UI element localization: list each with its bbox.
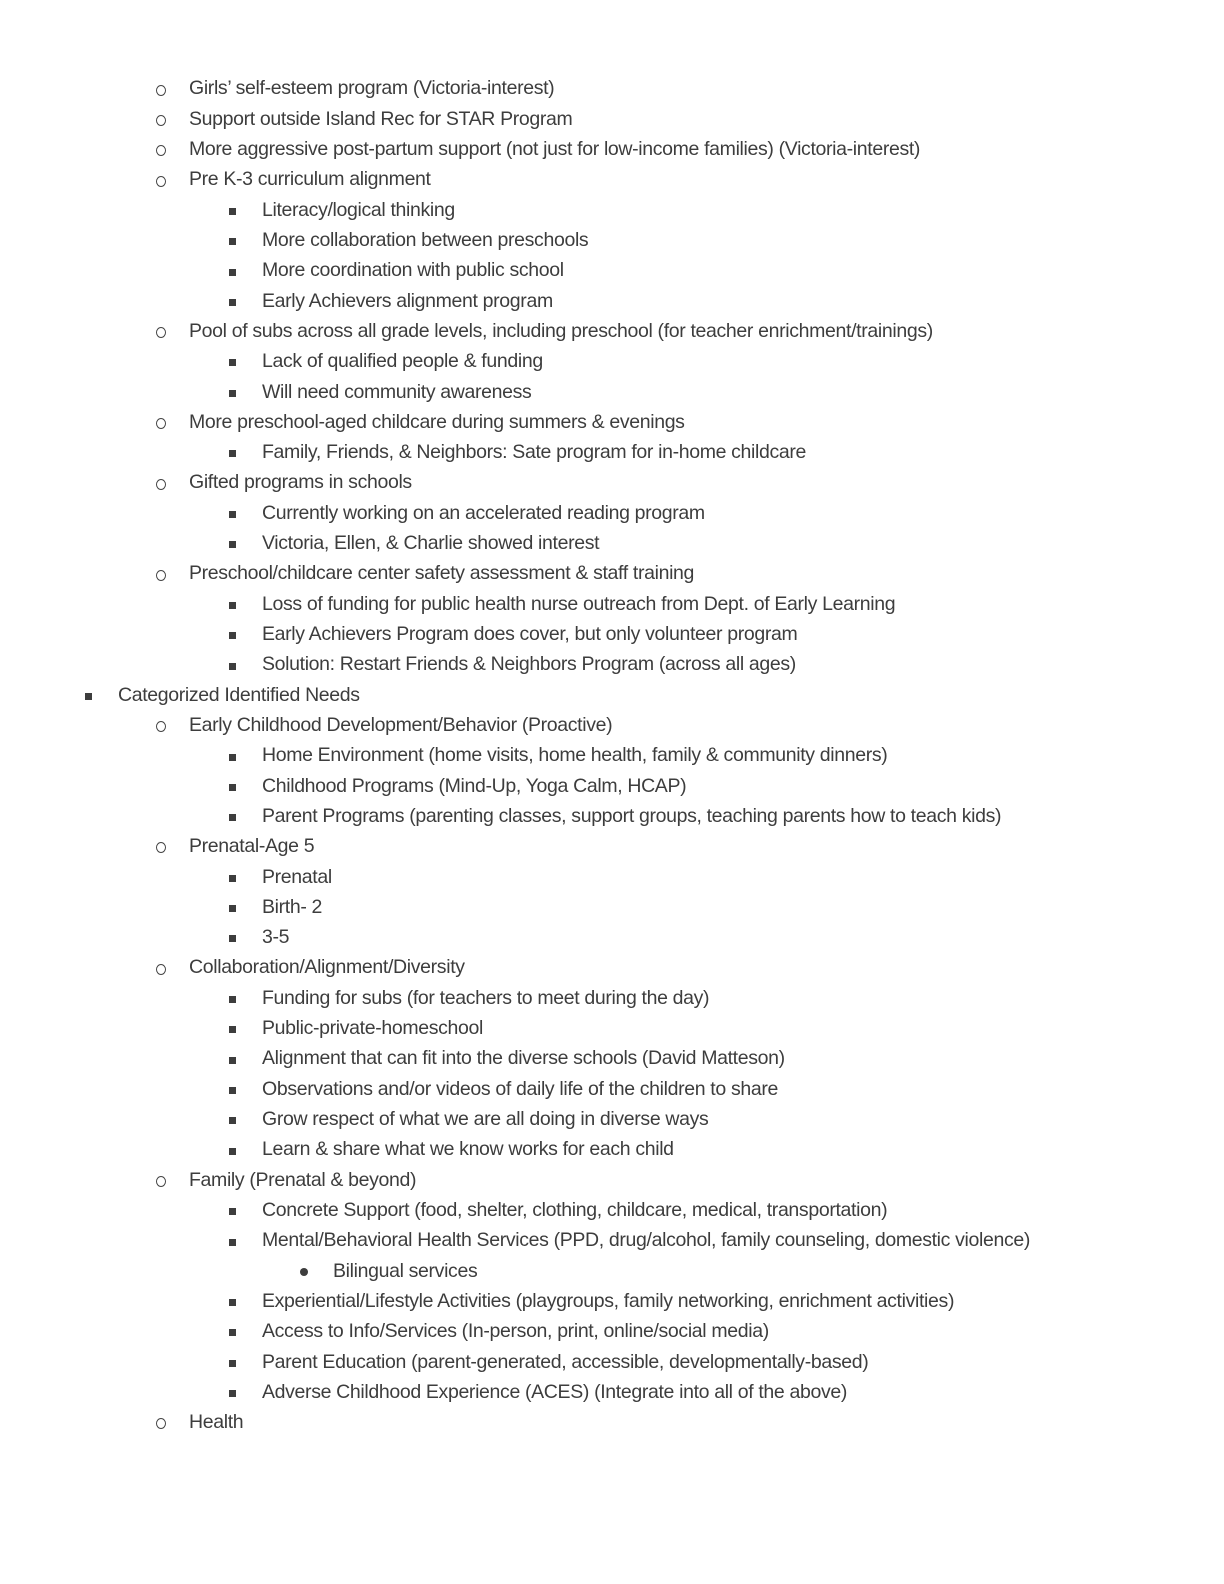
list-item	[0, 712, 1224, 742]
bullet-square-icon	[229, 1360, 236, 1367]
list-item	[0, 924, 1224, 954]
list-item-text: Prenatal	[262, 865, 332, 888]
bullet-square-icon	[229, 754, 236, 761]
list-item	[0, 1045, 1224, 1075]
list-item	[0, 530, 1224, 560]
list-item-text: Health	[189, 1411, 244, 1434]
list-item-text: Categorized Identified Needs	[118, 683, 360, 706]
list-item	[0, 772, 1224, 802]
list-item	[0, 560, 1224, 590]
bullet-square-icon	[229, 1208, 236, 1215]
bullet-circle-icon	[156, 721, 166, 732]
bullet-square-icon	[229, 1390, 236, 1397]
bullet-square-icon	[229, 299, 236, 306]
list-item-text: Learn & share what we know works for each child	[262, 1138, 674, 1161]
list-item-text: Early Achievers Program does cover, but only volunteer program	[262, 623, 798, 646]
list-item	[0, 1409, 1224, 1439]
list-item-text: Loss of funding for public health nurse outreach from Dept. of Early Learning	[262, 592, 896, 615]
list-item-text: Preschool/childcare center safety assessment & staff training	[189, 562, 695, 585]
list-item	[0, 439, 1224, 469]
bullet-square-icon	[229, 269, 236, 276]
list-item-text: More coordination with public school	[262, 259, 564, 282]
list-item	[0, 651, 1224, 681]
list-item	[0, 954, 1224, 984]
bullet-circle-icon	[156, 842, 166, 853]
list-item	[0, 105, 1224, 135]
bullet-square-icon	[229, 238, 236, 245]
list-item-text: Collaboration/Alignment/Diversity	[189, 956, 465, 979]
bullet-square-icon	[85, 693, 92, 700]
bullet-circle-icon	[156, 1418, 166, 1429]
list-item	[0, 1227, 1224, 1257]
bullet-square-icon	[229, 784, 236, 791]
list-item	[0, 75, 1224, 105]
list-item-text: Childhood Programs (Mind-Up, Yoga Calm, HCAP)	[262, 774, 687, 797]
list-item	[0, 1288, 1224, 1318]
list-item-text: Early Childhood Development/Behavior (Proactive)	[189, 713, 613, 736]
bullet-square-icon	[229, 208, 236, 215]
list-item-text: Will need community awareness	[262, 380, 532, 403]
list-item-text: Family, Friends, & Neighbors: Sate program for in-home childcare	[262, 441, 807, 464]
list-item	[0, 1015, 1224, 1045]
bullet-square-icon	[229, 905, 236, 912]
list-item	[0, 1318, 1224, 1348]
list-item-text: Parent Education (parent-generated, accessible, developmentally-based)	[262, 1350, 869, 1373]
bullet-square-icon	[229, 1087, 236, 1094]
list-item	[0, 803, 1224, 833]
list-item	[0, 742, 1224, 772]
bullet-square-icon	[229, 632, 236, 639]
list-item-text: Pool of subs across all grade levels, including preschool (for teacher enrichment/trainings)	[189, 319, 933, 342]
list-item	[0, 1136, 1224, 1166]
list-item-text: Early Achievers alignment program	[262, 289, 553, 312]
list-item	[0, 984, 1224, 1014]
list-item	[0, 318, 1224, 348]
list-item	[0, 1348, 1224, 1378]
list-item	[0, 621, 1224, 651]
bullet-square-icon	[229, 663, 236, 670]
list-item	[0, 681, 1224, 711]
list-item	[0, 1378, 1224, 1408]
list-item-text: Grow respect of what we are all doing in diverse ways	[262, 1108, 709, 1131]
bullet-circle-icon	[156, 145, 166, 156]
bullet-square-icon	[229, 1329, 236, 1336]
bullet-circle-icon	[156, 570, 166, 581]
bullet-circle-icon	[156, 176, 166, 187]
bullet-square-icon	[229, 390, 236, 397]
list-item-text: Funding for subs (for teachers to meet during the day)	[262, 986, 710, 1009]
bullet-circle-icon	[156, 479, 166, 490]
bullet-square-icon	[229, 996, 236, 1003]
list-item	[0, 469, 1224, 499]
list-item-text: More collaboration between preschools	[262, 228, 589, 251]
list-item	[0, 893, 1224, 923]
list-item-text: Support outside Island Rec for STAR Program	[189, 107, 573, 130]
list-item-text: More aggressive post-partum support (not just for low-income families) (Victoria-interest)	[189, 138, 921, 161]
bullet-square-icon	[229, 1239, 236, 1246]
list-item-text: Parent Programs (parenting classes, support groups, teaching parents how to teach kids)	[262, 804, 1002, 827]
list-item	[0, 590, 1224, 620]
list-item-text: Girls’ self-esteem program (Victoria-interest)	[189, 77, 555, 100]
list-item-text: Public-private-homeschool	[262, 1017, 484, 1040]
bullet-square-icon	[229, 359, 236, 366]
list-item-text: More preschool-aged childcare during summers & evenings	[189, 410, 685, 433]
bullet-circle-icon	[156, 418, 166, 429]
bullet-square-icon	[229, 541, 236, 548]
list-item	[0, 1257, 1224, 1287]
bullet-square-icon	[229, 935, 236, 942]
list-item-text: Family (Prenatal & beyond)	[189, 1168, 417, 1191]
bullet-circle-icon	[156, 85, 166, 96]
list-item-text: Birth- 2	[262, 895, 323, 918]
list-item-text: Home Environment (home visits, home health, family & community dinners)	[262, 744, 888, 767]
bullet-square-icon	[229, 511, 236, 518]
list-item-text: Alignment that can fit into the diverse schools (David Matteson)	[262, 1047, 785, 1070]
list-item	[0, 1106, 1224, 1136]
list-item-text: Currently working on an accelerated reading program	[262, 501, 705, 524]
list-item-text: Lack of qualified people & funding	[262, 350, 543, 373]
bullet-square-icon	[229, 875, 236, 882]
bullet-circle-icon	[156, 115, 166, 126]
list-item-text: Solution: Restart Friends & Neighbors Program (across all ages)	[262, 653, 796, 676]
list-item-text: Pre K-3 curriculum alignment	[189, 168, 431, 191]
bullet-square-icon	[229, 1117, 236, 1124]
list-item-text: Concrete Support (food, shelter, clothing, childcare, medical, transportation)	[262, 1198, 888, 1221]
list-item	[0, 227, 1224, 257]
bullet-circle-icon	[156, 964, 166, 975]
list-item	[0, 1166, 1224, 1196]
list-item-text: Experiential/Lifestyle Activities (playgroups, family networking, enrichment activities)	[262, 1289, 955, 1312]
list-item-text: Gifted programs in schools	[189, 471, 412, 494]
list-item	[0, 499, 1224, 529]
list-item-text: Access to Info/Services (In-person, print, online/social media)	[262, 1320, 769, 1343]
bullet-square-icon	[229, 814, 236, 821]
list-item	[0, 287, 1224, 317]
list-item-text: Mental/Behavioral Health Services (PPD, drug/alcohol, family counseling, domestic violence)	[262, 1229, 1031, 1252]
list-item	[0, 863, 1224, 893]
list-item-text: Victoria, Ellen, & Charlie showed interest	[262, 532, 600, 555]
bullet-square-icon	[229, 1148, 236, 1155]
list-item	[0, 348, 1224, 378]
bullet-circle-icon	[156, 327, 166, 338]
list-item-text: Prenatal-Age 5	[189, 835, 315, 858]
list-item-text: Literacy/logical thinking	[262, 198, 455, 221]
bullet-square-icon	[229, 450, 236, 457]
list-item	[0, 408, 1224, 438]
list-item	[0, 166, 1224, 196]
list-item	[0, 1197, 1224, 1227]
list-item-text: Bilingual services	[333, 1259, 478, 1282]
bullet-square-icon	[229, 602, 236, 609]
bullet-square-icon	[229, 1057, 236, 1064]
bullet-disc-icon	[300, 1268, 308, 1276]
bullet-square-icon	[229, 1026, 236, 1033]
list-item	[0, 196, 1224, 226]
bullet-square-icon	[229, 1299, 236, 1306]
list-item-text: 3-5	[262, 926, 290, 949]
list-item-text: Observations and/or videos of daily life of the children to share	[262, 1077, 778, 1100]
bullet-circle-icon	[156, 1176, 166, 1187]
list-item	[0, 1075, 1224, 1105]
list-item	[0, 257, 1224, 287]
list-item	[0, 136, 1224, 166]
list-item	[0, 378, 1224, 408]
list-item-text: Adverse Childhood Experience (ACES) (Integrate into all of the above)	[262, 1380, 848, 1403]
list-item	[0, 833, 1224, 863]
